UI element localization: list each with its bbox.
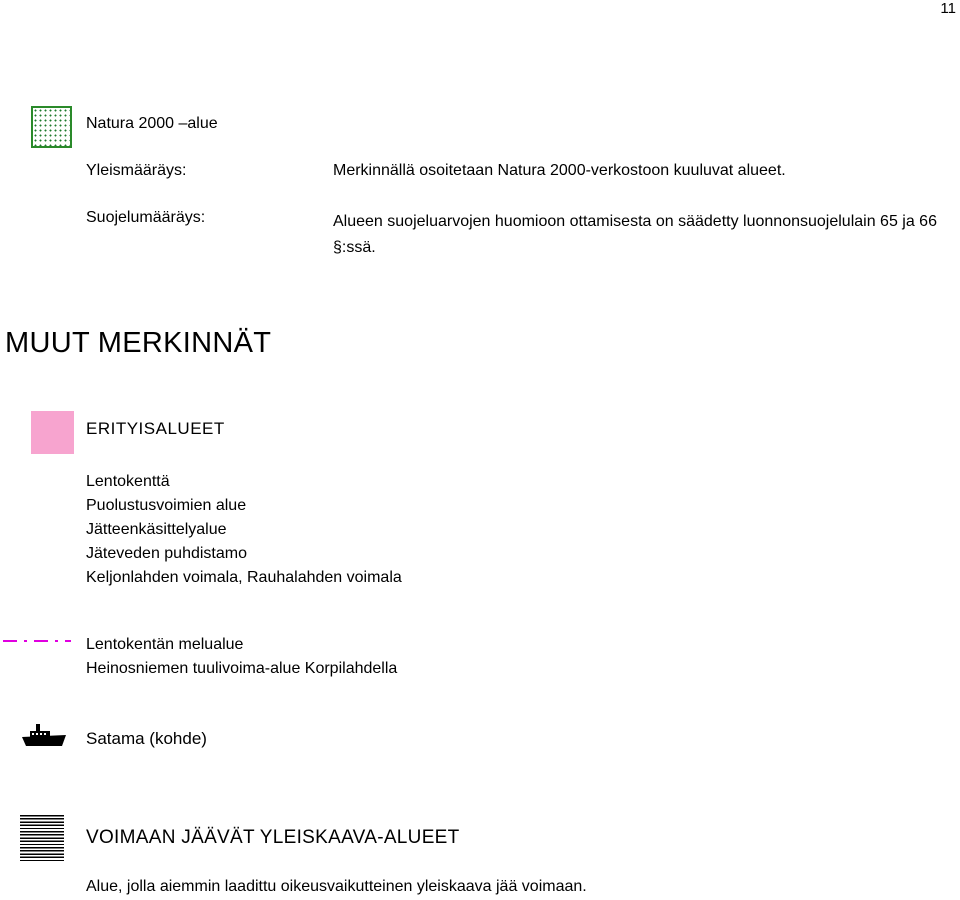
general-regulation-label: Yleismääräys:: [86, 162, 187, 179]
natura-title: Natura 2000 –alue: [86, 115, 218, 132]
noise-zone-list: [86, 633, 397, 681]
special-area-pink-square-icon: [31, 411, 74, 454]
page-number: 11: [940, 0, 956, 17]
old-plans-heading: VOIMAAN JÄÄVÄT YLEISKAAVA-ALUEET: [86, 827, 460, 848]
protection-regulation-label: Suojelumääräys:: [86, 209, 206, 226]
list-item: Lentokenttä: [86, 473, 170, 490]
natura-dotted-area-icon: [31, 106, 72, 148]
special-areas-list: [86, 470, 402, 590]
noise-zone-dashdot-line-icon: [3, 636, 71, 646]
section-heading: MUUT MERKINNÄT: [5, 327, 272, 359]
special-areas-heading: ERITYISALUEET: [86, 419, 225, 438]
ship-icon: [20, 722, 66, 748]
list-item: Puolustusvoimien alue: [86, 497, 247, 514]
list-item: Heinosniemen tuulivoima-alue Korpilahdella: [86, 660, 398, 677]
list-item: Lentokentän melualue: [86, 636, 244, 653]
protection-regulation-text: Alueen suojeluarvojen huomioon ottamisesta on säädetty luonnonsuojelulain 65 ja 66 §:ssä.: [333, 213, 937, 256]
harbour-label: Satama (kohde): [86, 729, 207, 748]
list-item: Keljonlahden voimala, Rauhalahden voimala: [86, 569, 402, 586]
list-item: Jätteenkäsittelyalue: [86, 521, 227, 538]
old-plans-text: Alue, jolla aiemmin laadittu oikeusvaikutteinen yleiskaava jää voimaan.: [86, 878, 587, 895]
old-plan-hatched-area-icon: [20, 815, 64, 861]
general-regulation-text: Merkinnällä osoitetaan Natura 2000-verkostoon kuuluvat alueet.: [333, 162, 786, 179]
list-item: Jäteveden puhdistamo: [86, 545, 247, 562]
